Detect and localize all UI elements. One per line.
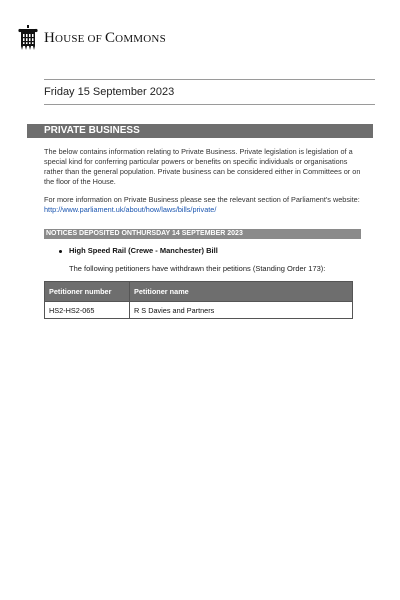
petitioner-number: HS2-HS2-065 — [45, 302, 130, 319]
column-header: Petitioner name — [130, 282, 353, 302]
petition-intro: The following petitioners have withdrawn their petitions (Standing Order 173): — [69, 264, 326, 273]
title-h: H — [44, 29, 56, 46]
bill-name: High Speed Rail (Crewe - Manchester) Bill — [69, 246, 218, 255]
petitions-table — [44, 281, 353, 319]
section-title: PRIVATE BUSINESS — [44, 125, 140, 136]
title-ouse: OUSE — [55, 32, 85, 45]
page-header — [18, 24, 166, 52]
top-divider — [44, 79, 375, 80]
title-c: C — [104, 29, 116, 46]
bullet-icon — [59, 250, 62, 253]
house-of-commons-title — [44, 30, 166, 47]
table-row — [45, 302, 353, 319]
title-of: OF — [84, 32, 105, 45]
private-business-link[interactable]: http://www.parliament.uk/about/how/laws/bills/private/ — [44, 205, 217, 214]
date-divider — [44, 104, 375, 105]
notices-heading — [44, 229, 361, 239]
document-date: Friday 15 September 2023 — [44, 86, 175, 98]
table-header-row — [45, 282, 353, 302]
bill-item — [59, 246, 218, 255]
section-heading — [27, 124, 373, 138]
info-paragraph — [44, 195, 364, 215]
column-header: Petitioner number — [45, 282, 130, 302]
intro-paragraph: The below contains information relating to Private Business. Private legislation is legislation of a special kind for conferring particular powers or benefits on specific individuals or organisations rather than the general population. Private business can be considered either in Committees or on the floor of the House. — [44, 147, 361, 186]
info-text: For more information on Private Business please see the relevant section of Parliament's website: — [44, 195, 360, 204]
petitioner-name: R S Davies and Partners — [130, 302, 353, 319]
title-ommons: OMMONS — [115, 32, 166, 45]
notices-title: NOTICES DEPOSITED ONTHURSDAY 14 SEPTEMBER 2023 — [46, 230, 243, 237]
portcullis-icon — [18, 25, 38, 51]
